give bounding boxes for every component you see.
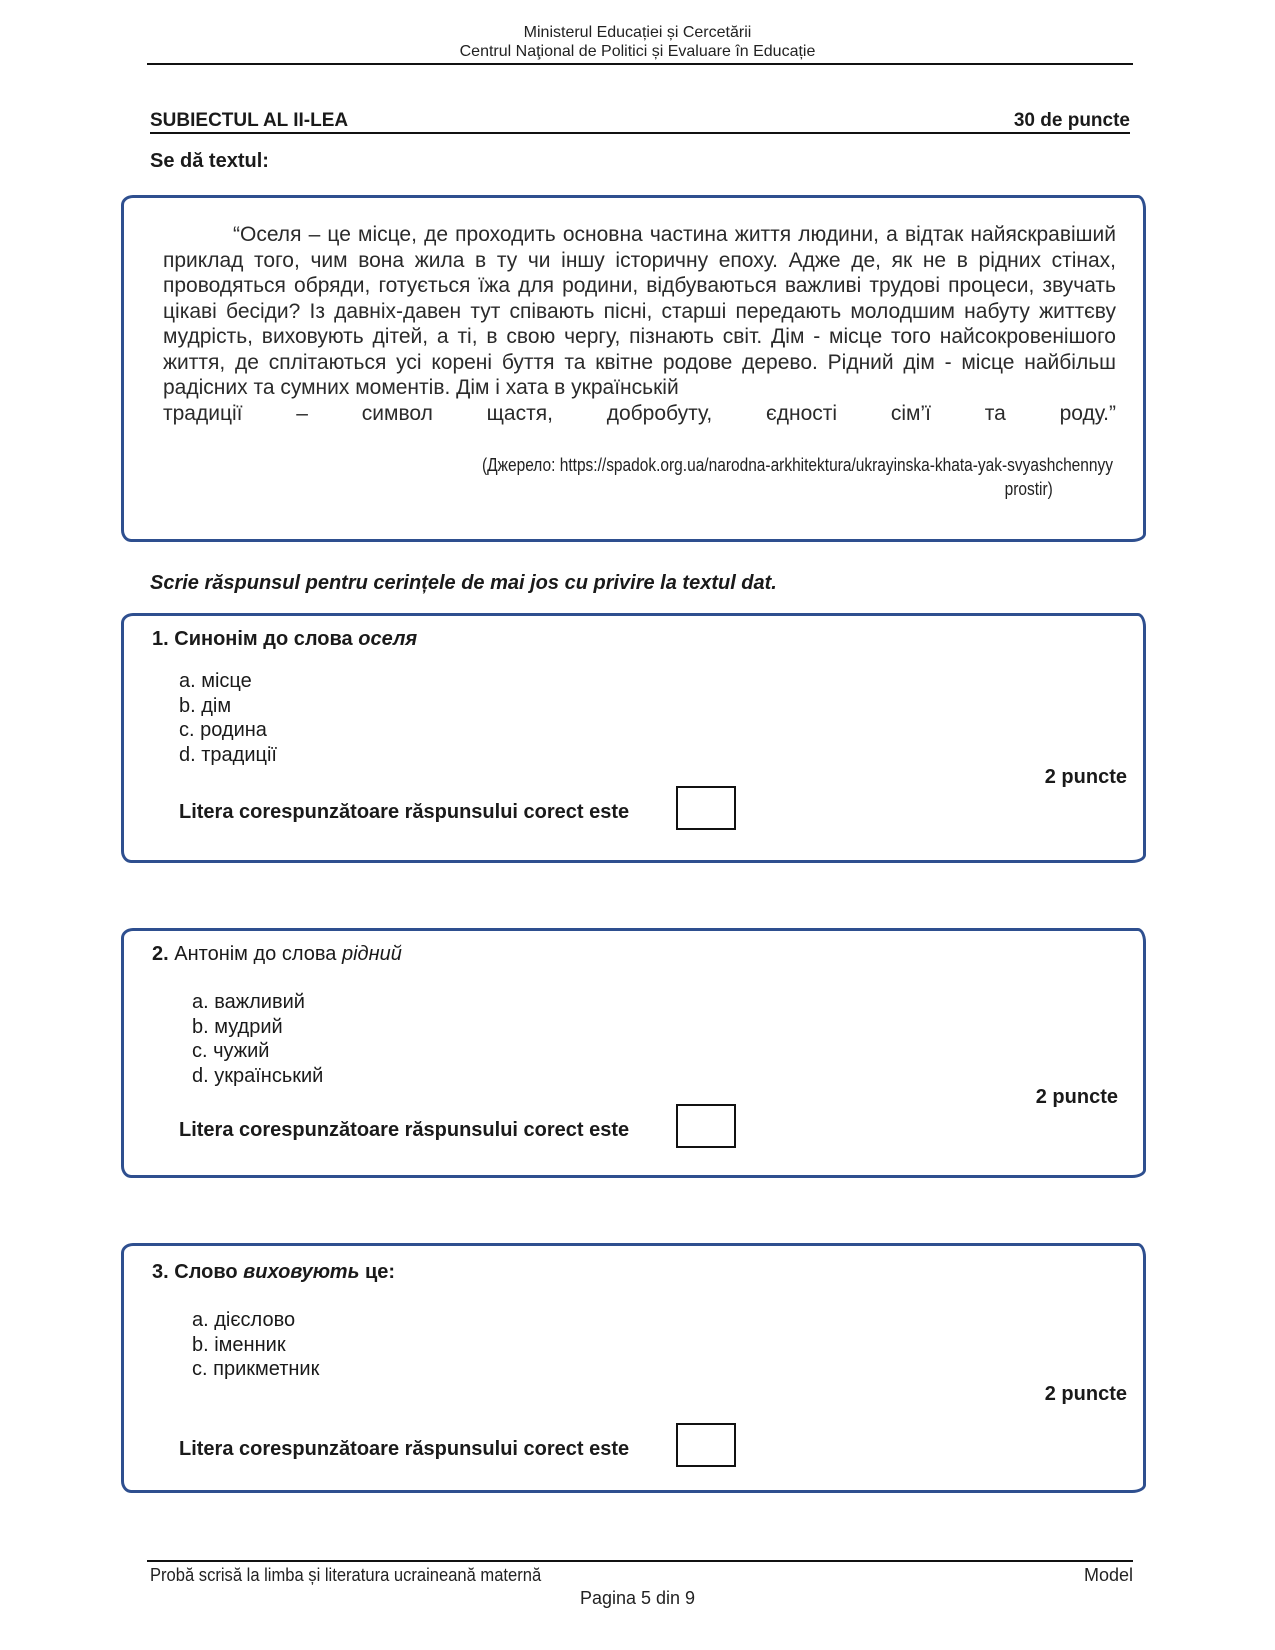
source-line-2: prostir) [1004, 479, 1053, 499]
section-title: SUBIECTUL AL II-LEA [150, 110, 349, 131]
question-2-box [121, 928, 1146, 1178]
question-1-answer-label: Litera corespunzătoare răspunsului corect este [179, 801, 630, 823]
header-center: Centrul Naţional de Politici și Evaluare în Educație [459, 43, 816, 60]
question-3-box [121, 1243, 1146, 1493]
option-b: b. іменник [192, 1333, 286, 1356]
footer-right: Model [1083, 1565, 1133, 1585]
option-c: c. чужий [192, 1040, 270, 1062]
section-underline [150, 132, 1130, 134]
source-line-1: (Джерело: https://spadok.org.ua/narodna-arkhitektura/ukrayinska-khata-yak-svyashchennyy [482, 455, 1113, 475]
passage-text [163, 222, 1116, 426]
question-2-points: 2 puncte [1035, 1086, 1118, 1108]
instruction: Scrie răspunsul pentru cerințele de mai jos cu privire la textul dat. [150, 572, 777, 594]
footer-left: Probă scrisă la limba și literatura ucraineană maternă [150, 1565, 542, 1585]
question-2-title: 2. Антонім до слова рідний [152, 943, 402, 965]
question-2-options [192, 990, 323, 1088]
passage-box [121, 195, 1146, 542]
question-3-answer-label: Litera corespunzătoare răspunsului corect este [179, 1438, 630, 1460]
question-3-points: 2 puncte [1044, 1383, 1127, 1405]
section-points: 30 de puncte [1013, 110, 1130, 131]
passage-body: “Оселя – це місце, де проходить основна частина життя людини, а відтак найяскравіший приклад того, чим вона жила в ту чи іншу історичну епоху. Адже де, як не в рідних стінах, проводяться обряди, готується їжа для родини, відбуваються важливі трудові процеси, звучать цікаві бесіди? Із давніх-давен тут співають пісні, старші передають молодшим набуту життєву мудрість, виховують дітей, а ті, в свою чергу, пізнають світ. Дім - місце того найсокровенішого життя, де сплітаються усі корені буття та квітне родове дерево. Рідний дім - місце найбільш радісних та сумних моментів. Дім і хата в українській [163, 223, 1116, 399]
question-1-title: 1. Синонім до слова оселя [152, 628, 418, 650]
passage-last-line: традиції – символ щастя, добробуту, єдності сім’ї та роду.” [163, 401, 1116, 425]
given-text-label: Se dă textul: [150, 150, 269, 172]
option-b: b. дім [179, 694, 232, 717]
question-2-answer-label: Litera corespunzătoare răspunsului corect este [179, 1119, 630, 1141]
question-3-keyword: виховують [243, 1261, 360, 1283]
passage-source [213, 453, 1113, 501]
question-1-keyword: оселя [358, 628, 418, 650]
question-1-points: 2 puncte [1044, 766, 1127, 788]
question-3-answer-box[interactable] [676, 1423, 736, 1467]
question-1-answer-box[interactable] [676, 786, 736, 830]
page-number: Pagina 5 din 9 [579, 1588, 696, 1608]
question-3-title: 3. Слово виховують це: [152, 1261, 396, 1283]
option-a: a. дієслово [192, 1309, 296, 1331]
question-1-box [121, 613, 1146, 863]
header-ministry: Ministerul Educației și Cercetării [523, 24, 752, 41]
section-heading [150, 110, 1130, 132]
footer-rule [147, 1560, 1133, 1562]
option-c: c. прикметник [192, 1358, 320, 1380]
option-a: a. важливий [192, 991, 305, 1013]
option-d: d. український [192, 1064, 324, 1087]
question-3-options [192, 1308, 319, 1382]
question-2-answer-box[interactable] [676, 1104, 736, 1148]
option-b: b. мудрий [192, 1015, 283, 1038]
header-rule [147, 63, 1133, 65]
question-2-keyword: рідний [341, 943, 402, 965]
question-1-options [179, 669, 277, 767]
option-d: d. традиції [179, 743, 277, 766]
option-c: c. родина [179, 719, 267, 741]
option-a: a. місце [179, 670, 252, 692]
